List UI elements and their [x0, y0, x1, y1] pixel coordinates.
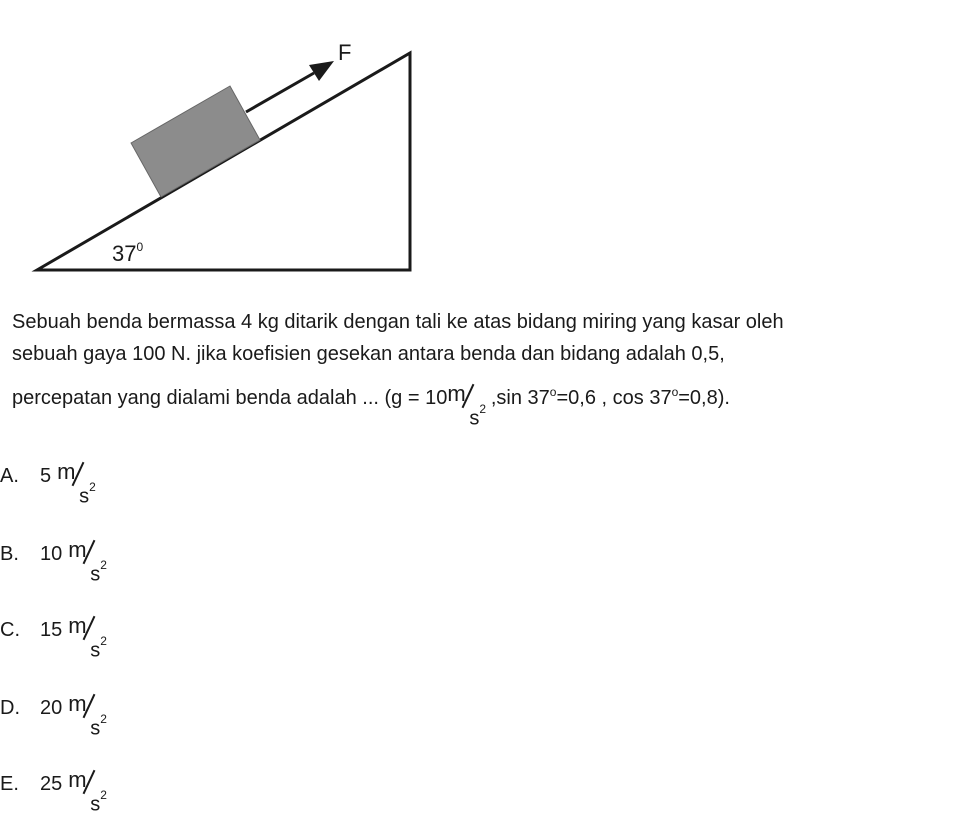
option-e[interactable]: E. 25 m $s^2$	[0, 767, 107, 816]
force-arrow-shaft	[246, 73, 314, 112]
unit: m $s^2$	[68, 613, 107, 662]
force-arrow-head	[309, 61, 334, 81]
question-line-3: percepatan yang dialami benda adalah ... (g = 10 m $s^2$ ,sin $37^o=0,6$ , $\cos 37^o=0,8$).	[12, 381, 730, 430]
g-unit: m $s^2$	[447, 381, 486, 430]
question-end: =0,8).	[678, 387, 730, 409]
angle-label: $37^0$	[112, 240, 144, 266]
unit: m $s^2$	[68, 767, 107, 816]
question-line-2: sebuah gaya 100 N. jika koefisien gesekan antara benda dan bidang adalah 0,5,	[12, 343, 725, 365]
option-c[interactable]: C. 15 m $s^2$	[0, 613, 107, 662]
option-b[interactable]: B. 10 m $s^2$	[0, 537, 107, 586]
question-line-1: Sebuah benda bermassa 4 kg ditarik dengan tali ke atas bidang miring yang kasar oleh	[12, 311, 784, 333]
unit: m $s^2$	[57, 459, 96, 508]
unit: m $s^2$	[68, 537, 107, 586]
unit: m $s^2$	[68, 691, 107, 740]
force-label: F	[338, 40, 352, 65]
incline-diagram	[0, 0, 440, 290]
option-a[interactable]: A. 5 m $s^2$	[0, 459, 96, 508]
option-d[interactable]: D. 20 m $s^2$	[0, 691, 107, 740]
question-text: percepatan yang dialami benda adalah ... (g = 10	[12, 387, 448, 409]
sin-text: ,sin 37	[485, 387, 550, 409]
cos-text: =0,6 , cos 37	[556, 387, 672, 409]
